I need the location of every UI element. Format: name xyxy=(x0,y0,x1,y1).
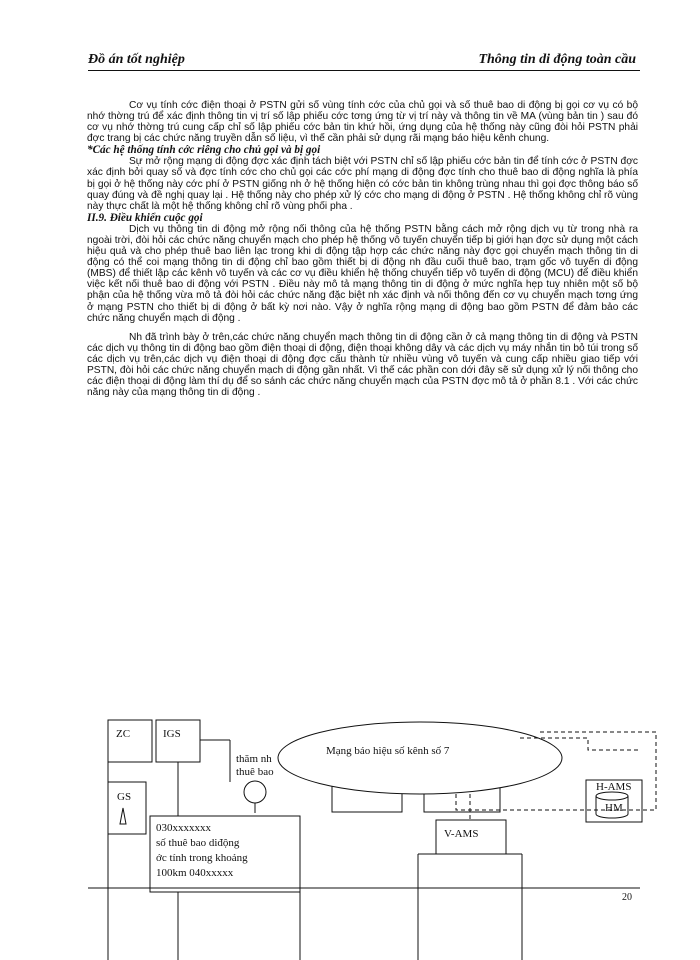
igs-label: IGS xyxy=(163,728,181,740)
body-paragraph: Dịch vụ thông tin di động mở rộng nối thông của hệ thống PSTN bằng cách mở rộng dịch vụ từ trong nhà ra ngoài trời, đòi hỏi các chức năng chuyển mạch cho phép hệ thống vô tuyến chuyển tiếp bị giới hạn đợc sử dụng một cách hiệu quả và cho phép thuê bao liên lạc trong khi di động tập hợp các chức năng này đợc gọi chuyển mạch thông tin di động có thể coi mạng thông tin di động chỉ bao gồm thiết bị di động nh đầu cuối thuê bao, trạm gốc vô tuyến di động (MBS) để thiết lập các kênh vô tuyến và các cơ vụ điều khiển hệ thống chuyển tiếp vô tuyến di động (MCU) để điều khiển việc kết nối thuê bao di động với PSTN . Điều này mô tả mạng thông tin di động ở mức nghĩa hẹp tuy nhiên một số bộ phận của hệ thống vừa mô tả đòi hỏi các chức năng đặc biệt nh xác định và nối thông đến cơ vụ chuyển mạch tơng ứng ở mạng PSTN cho thiết bị di động ở bất kỳ nơi nào. Vậy ở nghĩa rộng mạng di động bao gồm PSTN để đảm bảo các chức năng chuyển mạch di động . xyxy=(87,223,638,324)
body-paragraph: Sự mở rộng mạng di động đợc xác định tách biệt với PSTN chỉ số lập phiếu cớc bản tin để tính cớc ở PSTN đợc xác định bởi quay số và đợc tính cớc cho chủ gọi các cớc phí mạng di động đợc tính cho thuê bao di động nghĩa là phía bị gọi ở hệ thống này cớc phí ở PSTN giống nh ở hệ thống hiện có cớc bản tin không trùng nhau thì gọi đợc thông báo số quay đúng và đề nghị quay lại . Hệ thống này cho phép xử lý cớc cho mạng di động ở PSTN . Hệ thống không chỉ rõ vùng này thực chất là một hệ thống không chỉ rõ vùng phối pha . xyxy=(87,156,638,212)
gs-label: GS xyxy=(117,791,132,803)
signalling-network-ellipse xyxy=(278,722,562,794)
box-line-2: số thuê bao diđộng xyxy=(156,837,240,849)
visit-label-2: thuê bao xyxy=(236,766,274,778)
gs-box xyxy=(108,782,146,834)
header-left: Đồ án tốt nghiệp xyxy=(88,52,185,67)
box-line-1: 030xxxxxxx xyxy=(156,822,211,834)
page-header xyxy=(88,52,640,71)
document-body xyxy=(87,100,638,398)
box-line-3: ớc tính trong khoảng xyxy=(156,852,248,864)
gs-antenna-icon xyxy=(120,808,126,824)
body-paragraph: Nh đã trình bày ở trên,các chức năng chuyển mạch thông tin di động cần ở cả mạng thông tin di động và PSTN các dịch vụ thông tin di động bao gồm điện thoại di động, điện thoại không dây và các dịch vụ máy nhắn tin bỏ túi trong số các dịch vụ trên,các dịch vụ điện thoại di động đợc cấu thành từ nhiều vùng vô tuyến và cung cấp nhiều giao tiếp với PSTN, đòi hỏi các chức năng chuyển mạch di động gần nhất. Vì thế các phần con dới đây sẽ sử dụng xử lý nối thông cho các điện thoại di động làm thí dụ để so sánh các chức năng chuyển mạch của PSTN đợc mô tả ở phần 8.1 . Với các chức năng này của mạng thông tin di động . xyxy=(87,331,638,399)
zc-box xyxy=(108,720,152,762)
network-label: Mạng báo hiệu số kênh số 7 xyxy=(326,745,450,757)
section-heading: *Các hệ thống tính cớc riêng cho chủ gọi và bị gọi xyxy=(87,144,321,157)
section-heading: II.9. Điều khiển cuộc gọi xyxy=(87,211,203,224)
box-line-4: 100km 040xxxxx xyxy=(156,867,234,879)
network-diagram xyxy=(0,700,700,960)
visit-label-1: thăm nh xyxy=(236,753,272,765)
igs-box xyxy=(156,720,200,762)
hams-label: H-AMS xyxy=(596,781,632,793)
page-number: 20 xyxy=(622,892,632,903)
zc-label: ZC xyxy=(116,728,131,740)
hm-label: HM xyxy=(605,802,623,814)
body-paragraph: Cơ vụ tính cớc điện thoại ở PSTN gửi số vùng tính cớc của chủ gọi và số thuê bao di động bị gọi cơ vụ có bộ nhớ thờng trú để xác định thông tin vị trí số lập phiếu cớc tơng ứng từ vị trí này và thông tin về MA (vùng bản tin ) sau đó cơ vụ nhớ thờng trú cung cấp chỉ số lập phiếu cớc bản tin khứ hồi, ứng dụng của hệ thống này cũng đòi hỏi PSTN phải đợc trang bị các chức năng truyền dẫn số liệu, vì thế cần phải sử dụng rãi mạng báo hiệu kênh chung. xyxy=(87,100,638,145)
header-right: Thông tin di động toàn cầu xyxy=(478,52,636,67)
mobile-circle xyxy=(244,781,266,803)
vams-label: V-AMS xyxy=(444,828,479,840)
